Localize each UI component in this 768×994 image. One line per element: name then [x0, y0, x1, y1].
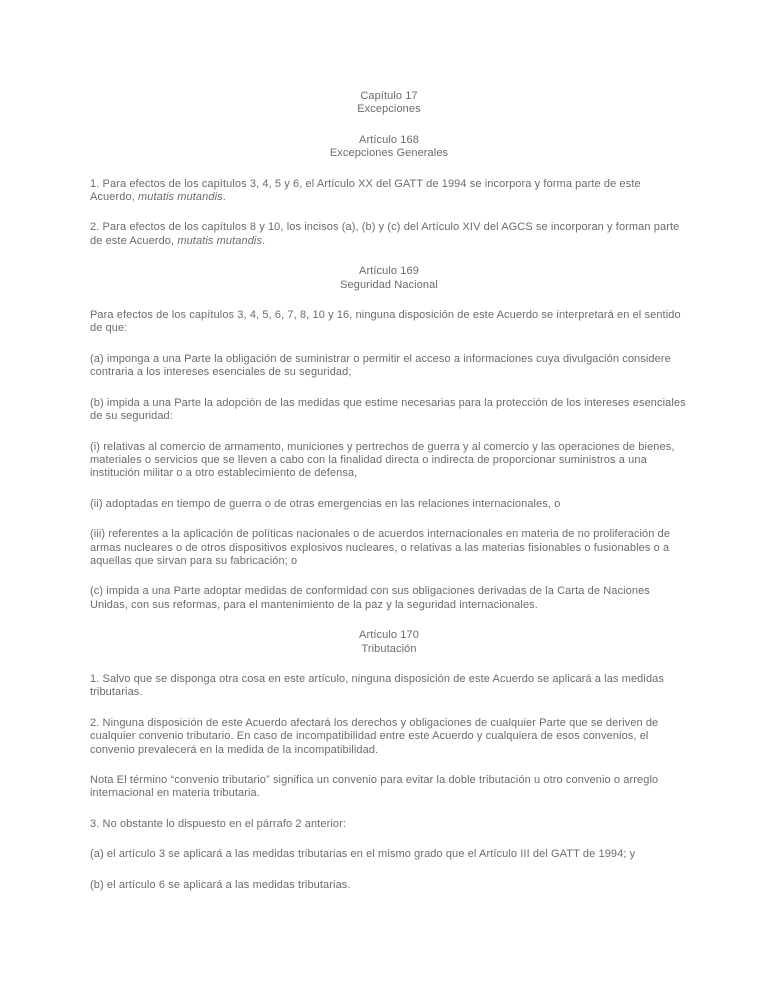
text-run: 2. Ninguna disposición de este Acuerdo afectará los derechos y obligaciones de cualquier Parte que se deriven de cualquier convenio tributario. En caso de incompatibilidad entre este Acuerdo y cualquiera de esos convenios, el convenio prevalecerá en la medida de la incompatibilidad. [90, 716, 659, 756]
heading-line: Capítulo 17 [360, 90, 418, 102]
paragraph [90, 498, 688, 511]
text-run: . [262, 234, 266, 247]
text-run: (b) el artículo 6 se aplicará a las medidas tributarias. [90, 878, 351, 891]
document-body [90, 90, 688, 892]
heading-line: Tributación [361, 642, 417, 655]
text-run: (iii) referentes a la aplicación de políticas nacionales o de acuerdos internacionales en materia de no proliferación de armas nucleares o de otros dispositivos explosivos nucleares, o relativas a las materias fisionables o fusionables o a aquellas que sirvan para su fabricación; o [90, 528, 671, 567]
paragraph [90, 848, 688, 861]
text-run: 1. Para efectos de los capítulos 3, 4, 5 y 6, el Artículo XX del GATT de 1994 se incorpora y forma parte de este Acuerdo, [90, 177, 641, 204]
heading-block [90, 629, 688, 656]
text-run: (a) el artículo 3 se aplicará a las medidas tributarias en el mismo grado que el Artículo III del GATT de 1994; y [90, 848, 636, 861]
text-run: (c) impida a una Parte adoptar medidas de conformidad con sus obligaciones derivadas de la Carta de Naciones Unidas, con sus reformas, para el mantenimiento de la paz y la seguridad internacionales. [90, 585, 650, 611]
paragraph [90, 528, 688, 568]
text-run: . [222, 191, 226, 204]
text-run: 1. Salvo que se disponga otra cosa en este artículo, ninguna disposición de este Acuerdo se aplicará a las medidas tributarias. [90, 672, 664, 699]
text-run: (ii) adoptadas en tiempo de guerra o de otras emergencias en las relaciones internacionales, o [90, 497, 561, 510]
paragraph [90, 397, 688, 424]
heading-block [90, 265, 688, 292]
text-run: (i) relativas al comercio de armamento, municiones y pertrechos de guerra y al comercio y las operaciones de bienes, materiales o servicios que se lleven a cabo con la finalidad directa o indirecta de proporcionar suministros a una institución militar o a otro establecimiento de defensa, [90, 440, 675, 480]
heading-line: Artículo 168 [359, 133, 419, 146]
text-run: Para efectos de los capítulos 3, 4, 5, 6, 7, 8, 10 y 16, ninguna disposición de este Acuerdo se interpretará en el sentido de que: [90, 309, 681, 335]
paragraph [90, 818, 688, 831]
text-run: (a) imponga a una Parte la obligación de suministrar o permitir el acceso a informaciones cuya divulgación considere contraria a los intereses esenciales de su seguridad; [90, 352, 671, 379]
italic-text-run: mutatis mutandis [137, 191, 223, 204]
heading-line: Excepciones Generales [329, 147, 449, 160]
heading-line: Artículo 169 [359, 265, 419, 278]
paragraph [90, 178, 688, 205]
heading-block [90, 90, 688, 117]
heading-block [90, 134, 688, 161]
paragraph [90, 774, 688, 801]
heading-line: Excepciones [357, 103, 421, 116]
text-run: 3. No obstante lo dispuesto en el párrafo 2 anterior: [90, 817, 347, 830]
paragraph [90, 673, 688, 700]
italic-text-run: mutatis mutandis [177, 234, 263, 247]
paragraph [90, 221, 688, 248]
text-run: 2. Para efectos de los capítulos 8 y 10, los incisos (a), (b) y (c) del Artículo XIV del AGCS se incorporan y forman parte de este Acuerdo, [90, 221, 680, 247]
paragraph [90, 309, 688, 336]
paragraph [90, 717, 688, 757]
paragraph [90, 441, 688, 481]
text-run: (b) impida a una Parte la adopción de las medidas que estime necesarias para la protección de los intereses esenciales de su seguridad: [90, 396, 686, 423]
paragraph [90, 585, 688, 612]
paragraph [90, 879, 688, 892]
heading-line: Seguridad Nacional [340, 278, 438, 291]
heading-line: Artículo 170 [359, 629, 419, 642]
paragraph [90, 353, 688, 380]
text-run: Nota El término “convenio tributario” significa un convenio para evitar la doble tributación u otro convenio o arreglo internacional en materia tributaria. [90, 774, 659, 800]
